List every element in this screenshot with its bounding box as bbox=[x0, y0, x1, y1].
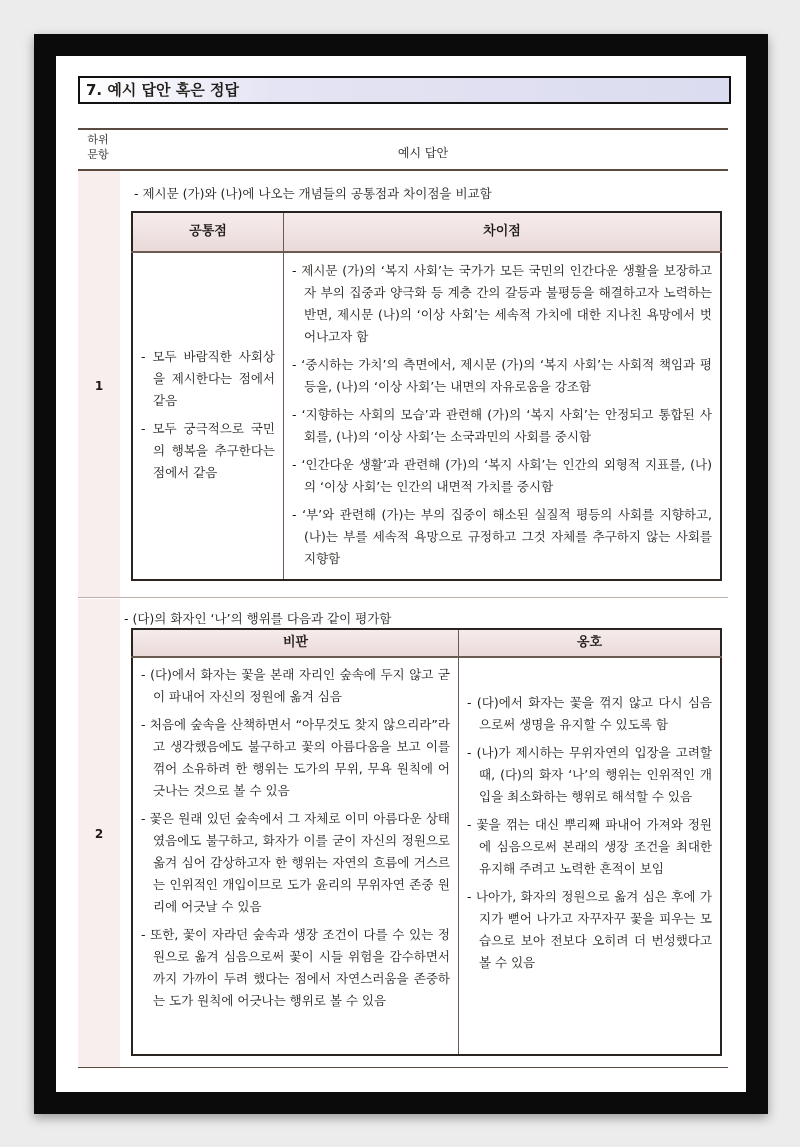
criticism-item: - 처음에 숲속을 산책하면서 “아무것도 찾지 않으리라”라고 생각했음에도 불구하고 꽃의 아름다움을 보고 이를 꺾어 소유하려 한 행위는 도가의 무위, 무욕 원칙에 어긋나는 것으로 볼 수 있음 bbox=[141, 717, 450, 798]
row-2-lead: - (다)의 화자인 ‘나’의 행위를 다음과 같이 평가함 bbox=[124, 611, 392, 626]
header-answer: 예시 답안 bbox=[397, 146, 449, 160]
criticism-item: - (다)에서 화자는 꽃을 본래 자리인 숲속에 두지 않고 굳이 파내어 자신의 정원에 옮겨 심음 bbox=[141, 667, 450, 704]
common-cell bbox=[132, 252, 284, 580]
table-bottom-rule bbox=[78, 1067, 728, 1068]
row-divider bbox=[78, 597, 728, 598]
row-1-lead: - 제시문 (가)와 (나)에 나오는 개념들의 공통점과 차이점을 비교함 bbox=[134, 186, 492, 201]
defense-item: - 나아가, 화자의 정원으로 옮겨 심은 후에 가지가 뻗어 나가고 자꾸자꾸 꽃을 피우는 모습으로 보아 전보다 오히려 더 번성했다고 볼 수 있음 bbox=[467, 889, 712, 970]
row-2-number: 2 bbox=[94, 827, 104, 841]
header-sub-item-line2: 문항 bbox=[87, 148, 109, 161]
difference-item: - ‘인간다운 생활’과 관련해 (가)의 ‘복지 사회’는 인간의 외형적 지표를, (나)의 ‘이상 사회’는 인간의 내면적 가치를 중시함 bbox=[292, 457, 712, 494]
row-1-number: 1 bbox=[94, 379, 104, 393]
col-header-criticism: 비판 bbox=[132, 629, 459, 657]
evaluation-table bbox=[131, 628, 722, 1056]
defense-cell bbox=[459, 657, 722, 1055]
comparison-table bbox=[131, 211, 722, 581]
col-header-defense: 옹호 bbox=[459, 629, 722, 657]
defense-item: - 꽃을 꺾는 대신 뿌리째 파내어 가져와 정원에 심음으로써 본래의 생장 조건을 최대한 유지해 주려고 노력한 흔적이 보임 bbox=[467, 817, 712, 876]
row-2-number-cell bbox=[78, 599, 120, 1067]
col-header-difference: 차이점 bbox=[284, 212, 722, 252]
section-title: 7. 예시 답안 혹은 정답 bbox=[78, 76, 731, 104]
header-bottom-rule bbox=[78, 169, 728, 171]
common-item: - 모두 궁극적으로 국민의 행복을 추구한다는 점에서 같음 bbox=[141, 421, 275, 480]
header-top-rule bbox=[78, 128, 728, 130]
document-page bbox=[34, 34, 768, 1114]
defense-item: - (다)에서 화자는 꽃을 꺾지 않고 다시 심음으로써 생명을 유지할 수 있도록 함 bbox=[467, 695, 712, 732]
header-sub-item-line1: 하위 bbox=[87, 133, 109, 146]
defense-item: - (나)가 제시하는 무위자연의 입장을 고려할 때, (다)의 화자 ‘나’의 행위는 인위적인 개입을 최소화하는 행위로 해석할 수 있음 bbox=[467, 745, 712, 804]
criticism-cell bbox=[132, 657, 459, 1055]
common-item: - 모두 바람직한 사회상을 제시한다는 점에서 같음 bbox=[141, 349, 275, 408]
criticism-item: - 또한, 꽃이 자라던 숲속과 생장 조건이 다를 수 있는 정원으로 옮겨 심음으로써 꽃이 시들 위험을 감수하면서까지 가까이 두려 했다는 점에서 자연스러움을 존중하는 도가 원칙에 어긋나는 행위로 볼 수 있음 bbox=[141, 927, 450, 1008]
criticism-item: - 꽃은 원래 있던 숲속에서 그 자체로 이미 아름다운 상태였음에도 불구하고, 화자가 이를 굳이 자신의 정원으로 옮겨 심어 감상하고자 한 행위는 자연의 흐름에 거스르는 인위적인 개입이므로 도가 윤리의 무위자연 존중 원리에 어긋날 수 있음 bbox=[141, 811, 450, 914]
col-header-common: 공통점 bbox=[132, 212, 284, 252]
difference-cell bbox=[284, 252, 722, 580]
difference-item: - 제시문 (가)의 ‘복지 사회’는 국가가 모든 국민의 인간다운 생활을 보장하고자 부의 집중과 양극화 등 계층 간의 갈등과 불평등을 해결하고자 노력하는 반면, 제시문 (나)의 ‘이상 사회’는 세속적 가치에 대한 지나친 욕망에서 벗어나고자 함 bbox=[292, 263, 712, 344]
difference-item: - ‘부’와 관련해 (가)는 부의 집중이 해소된 실질적 평등의 사회를 지향하고, (나)는 부를 세속적 욕망으로 규정하고 그것 자체를 추구하지 않는 사회를 지향함 bbox=[292, 507, 712, 566]
row-1-number-cell bbox=[78, 171, 120, 597]
difference-item: - ‘중시하는 가치’의 측면에서, 제시문 (가)의 ‘복지 사회’는 사회적 책임과 평등을, (나)의 ‘이상 사회’는 내면의 자유로움을 강조함 bbox=[292, 357, 712, 394]
difference-item: - ‘지향하는 사회의 모습’과 관련해 (가)의 ‘복지 사회’는 안정되고 통합된 사회를, (나)의 ‘이상 사회’는 소국과민의 사회를 중시함 bbox=[292, 407, 712, 444]
header-sub-item bbox=[78, 132, 118, 162]
